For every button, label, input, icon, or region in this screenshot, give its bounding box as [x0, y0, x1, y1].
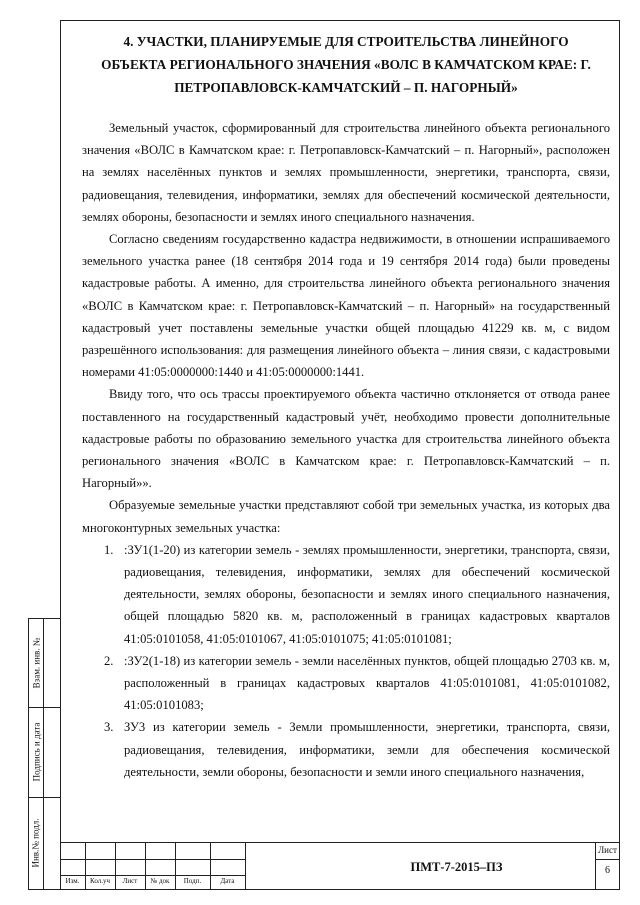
header-count: Кол.уч	[90, 877, 110, 885]
title-block	[60, 842, 620, 890]
header-date: Дата	[220, 877, 235, 885]
original-inventory-label: Инв.№ подл.	[31, 818, 41, 868]
section-title: 4. УЧАСТКИ, ПЛАНИРУЕМЫЕ ДЛЯ СТРОИТЕЛЬСТВА ЛИНЕЙНОГО ОБЪЕКТА РЕГИОНАЛЬНОГО ЗНАЧЕНИЯ «ВОЛС В КАМЧАТСКОМ КРАЕ: Г. ПЕТРОПАВЛОВСК-КАМЧАТСКИЙ – П. НАГОРНЫЙ»	[101, 34, 591, 95]
list-item	[82, 716, 610, 783]
sheet-label: Лист	[598, 845, 617, 855]
list-text: :ЗУ1(1-20) из категории земель - землях промышленности, энергетики, транспорта, связи, радиовещания, телевидения, информатики, землях для обеспечений космической деятельности, землях обороны, безопасности и землях иного специального назначения, общей площадью 5820 кв. м, расположенный в границах кадастровых кварталов 41:05:0101058, 41:05:0101067, 41:05:0101075; 41:05:0101081;	[124, 542, 610, 646]
page-content	[82, 30, 610, 783]
header-doc-number: № док	[150, 877, 170, 885]
sheet-number: 6	[605, 865, 610, 876]
list-number: 3.	[104, 720, 114, 735]
replacement-inventory-label: Взам. инв. №	[31, 637, 41, 689]
signature-date-label: Подпись и дата	[31, 722, 41, 782]
land-plot-list	[82, 539, 610, 783]
paragraph: Земельный участок, сформированный для строительства линейного объекта регионального значения «ВОЛС в Камчатском крае: г. Петропавловск-Камчатский – п. Нагорный», расположен на землях населённых пунктов и землях промышленности, энергетики, транспорта, связи, радиовещания, телевидения, информатики, землях для обеспечений космической деятельности, землях обороны, безопасности и землях иного специального назначения.	[82, 121, 610, 224]
paragraph: Образуемые земельные участки представляют собой три земельных участка, из которых два многоконтурных земельных участка:	[82, 498, 610, 535]
list-text: ЗУ3 из категории земель - Земли промышленности, энергетики, транспорта, связи, радиовещания, телевидения, информатики, земли для обеспечения космической деятельности, земли обороны, безопасности и земли иного специального назначения,	[124, 720, 610, 779]
paragraph: Ввиду того, что ось трассы проектируемого объекта частично отклоняется от отвода ранее поставленного на государственный кадастровый учёт, необходимо провести дополнительные кадастровые работы по образованию земельного участка для строительства линейного объекта регионального значения «ВОЛС в Камчатском крае: г. Петропавловск-Камчатский – п. Нагорный»».	[82, 387, 610, 491]
list-text: :ЗУ2(1-18) из категории земель - земли населённых пунктов, общей площадью 2703 кв. м, расположенный в границах кадастровых кварталов 41:05:0101081, 41:05:0101082, 41:05:0101083;	[124, 653, 610, 713]
list-item	[82, 539, 610, 650]
document-code: ПМТ-7-2015–ПЗ	[410, 859, 503, 874]
header-change: Изм.	[65, 877, 80, 885]
approval-strip	[28, 618, 60, 890]
list-number: 2.	[104, 653, 114, 668]
list-number: 1.	[104, 542, 114, 557]
header-sheet: Лист	[122, 877, 138, 885]
header-signature: Подп.	[183, 877, 202, 885]
paragraph: Согласно сведениям государственно кадастра недвижимости, в отношении испрашиваемого земельного участка ранее (18 сентября 2014 года и 19 сентября 2014 года) были проведены кадастровые работы. А именно, для строительства линейного объекта регионального значения «ВОЛС в Камчатском крае: г. Петропавловск-Камчатский – п. Нагорный» на государственный кадастровый учет поставлены земельные участки общей площадью 41229 кв. м, с видом разрешённого использования: для размещения линейного объекта – линия связи, с кадастровыми номерами 41:05:0000000:1440 и 41:05:0000000:1441.	[82, 232, 610, 380]
list-item	[82, 650, 610, 717]
